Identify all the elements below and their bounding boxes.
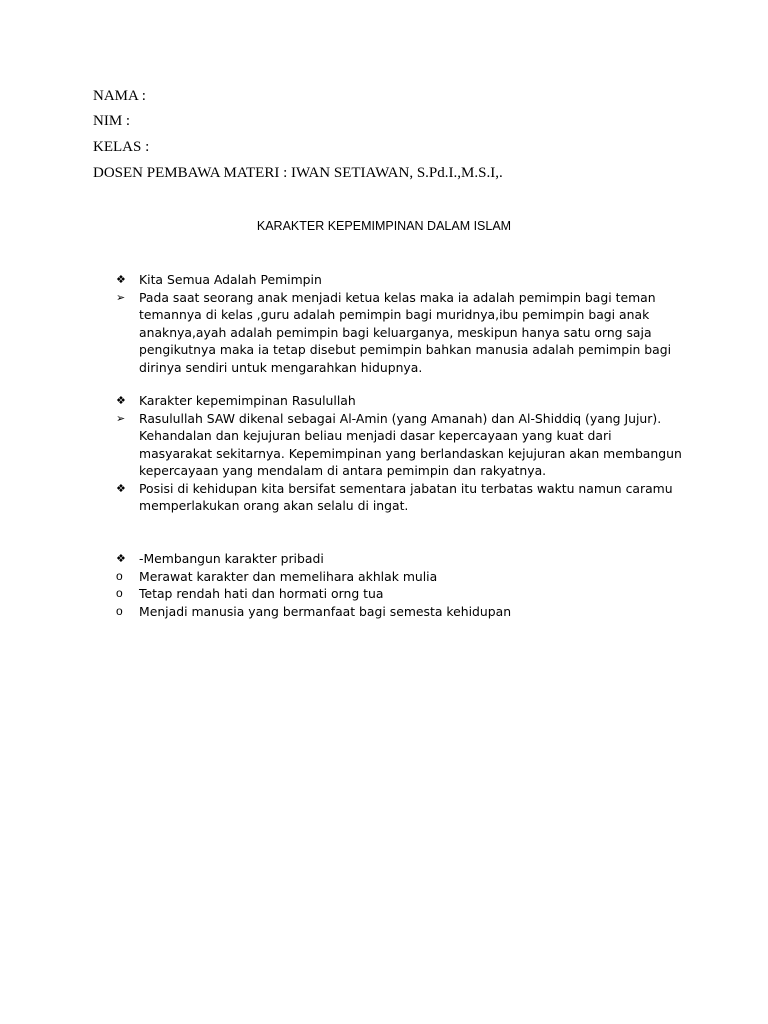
section-karakter-pribadi bbox=[116, 550, 682, 620]
list-item bbox=[116, 480, 682, 515]
list-item-text: Merawat karakter dan memelihara akhlak mulia bbox=[139, 568, 438, 584]
circle-bullet-icon: o bbox=[116, 568, 123, 583]
list-item bbox=[116, 410, 682, 480]
nim-field: NIM : bbox=[93, 113, 131, 129]
diamond-bullet-icon: ❖ bbox=[116, 394, 126, 407]
circle-bullet-icon: o bbox=[116, 603, 123, 618]
section-heading: Kita Semua Adalah Pemimpin bbox=[139, 272, 322, 287]
paragraph: Pada saat seorang anak menjadi ketua kelas maka ia adalah pemimpin bagi teman temannya di kelas ,guru adalah pemimpin bagi muridnya,ibu pemimpin bagi anak anaknya,ayah adalah pemimpin bagi keluarganya, meskipun hanya satu orng saja pengikutnya maka ia tetap disebut pemimpin bahkan manusia adalah pemimpin bagi dirinya sendiri untuk mengarahkan hidupnya. bbox=[139, 289, 672, 375]
nama-field: NAMA : bbox=[93, 88, 146, 104]
section-rasulullah bbox=[116, 392, 682, 515]
document-title: KARAKTER KEPEMIMPINAN DALAM ISLAM bbox=[256, 219, 512, 233]
list-item-text: Tetap rendah hati dan hormati orng tua bbox=[139, 586, 384, 601]
diamond-bullet-icon: ❖ bbox=[116, 481, 126, 495]
kelas-field: KELAS : bbox=[93, 139, 150, 155]
section-heading: -Membangun karakter pribadi bbox=[139, 551, 324, 566]
list-item bbox=[116, 289, 682, 377]
diamond-bullet-icon: ❖ bbox=[116, 552, 126, 565]
diamond-bullet-icon: ❖ bbox=[116, 273, 126, 286]
dosen-field: DOSEN PEMBAWA MATERI : IWAN SETIAWAN, S.Pd.I.,M.S.I,. bbox=[93, 165, 503, 181]
list-item bbox=[116, 585, 682, 603]
paragraph: Posisi di kehidupan kita bersifat sementara jabatan itu terbatas waktu namun caramu memperlakukan orang akan selalu di ingat. bbox=[139, 480, 673, 513]
list-item bbox=[116, 392, 682, 410]
list-item bbox=[116, 603, 682, 621]
arrow-bullet-icon: ➢ bbox=[116, 290, 126, 304]
circle-bullet-icon: o bbox=[116, 586, 123, 600]
list-item-text: Menjadi manusia yang bermanfaat bagi semesta kehidupan bbox=[139, 603, 512, 619]
arrow-bullet-icon: ➢ bbox=[116, 411, 126, 425]
paragraph: Rasulullah SAW dikenal sebagai Al-Amin (yang Amanah) dan Al-Shiddiq (yang Jujur). Kehandalan dan kejujuran beliau menjadi dasar kepercayaan yang kuat dari masyarakat sekitarnya. Kepemimpinan yang berlandaskan kejujuran akan membangun kepercayaan yang mendalam di antara pemimpin dan rakyatnya. bbox=[139, 410, 682, 478]
list-item bbox=[116, 271, 682, 289]
section-kita-semua bbox=[116, 271, 682, 376]
list-item bbox=[116, 568, 682, 586]
section-heading: Karakter kepemimpinan Rasulullah bbox=[139, 393, 356, 408]
list-item bbox=[116, 550, 682, 568]
